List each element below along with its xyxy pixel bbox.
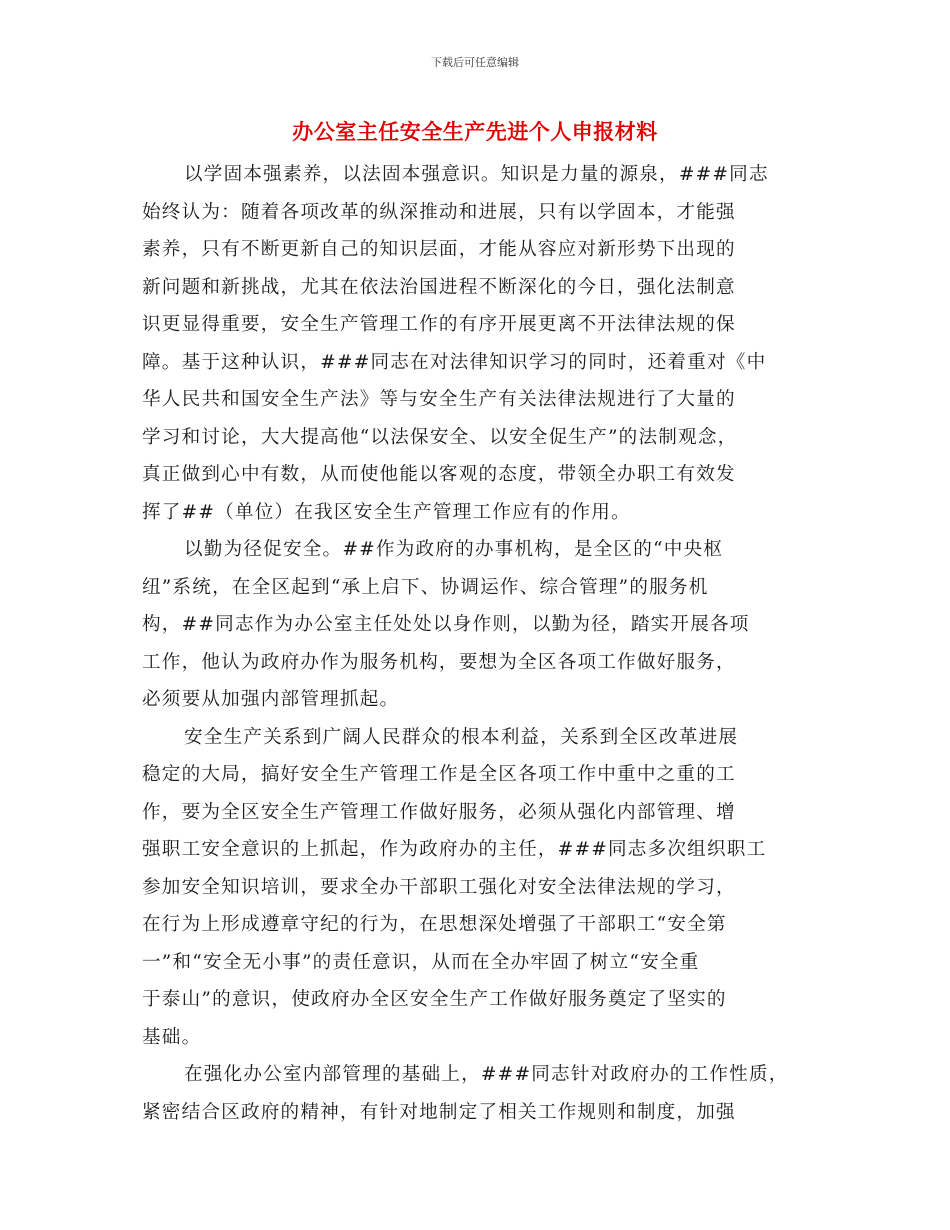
body-text-line: 基础。 xyxy=(142,1026,202,1048)
body-text-line: 素养，只有不断更新自己的知识层面，才能从容应对新形势下出现的 xyxy=(142,239,736,260)
body-text-line: 识更显得重要，安全生产管理工作的有序开展更离不开法律法规的保 xyxy=(142,314,736,335)
body-text-line: 学习和讨论，大大提高他“以法保安全、以安全促生产”的法制观念， xyxy=(142,426,738,448)
document-body xyxy=(142,156,832,1131)
body-text-line: 稳定的大局，搞好安全生产管理工作是全区各项工作中重中之重的工 xyxy=(142,764,736,785)
document-title: 办公室主任安全生产先进个人申报材料 xyxy=(292,119,658,144)
page-header-note: 下载后可任意编辑 xyxy=(431,56,519,69)
body-text-line: 在强化办公室内部管理的基础上，###同志针对政府办的工作性质， xyxy=(184,1064,789,1085)
body-text-line: 以学固本强素养，以法固本强意识。知识是力量的源泉，###同志 xyxy=(184,164,769,185)
body-text-line: 一”和“安全无小事”的责任意识，从而在全办牢固了树立“安全重 xyxy=(142,951,700,973)
body-text-line: 以勤为径促安全。##作为政府的办事机构，是全区的“中央枢 xyxy=(184,539,724,560)
body-text-line: 真正做到心中有数，从而使他能以客观的态度，带领全办职工有效发 xyxy=(142,464,736,485)
body-text-line: 障。基于这种认识，###同志在对法律知识学习的同时，还着重对《中 xyxy=(142,351,767,373)
body-text-line: 纽”系统，在全区起到“承上启下、协调运作、综合管理”的服务机 xyxy=(142,576,709,598)
body-text-line: 强职工安全意识的上抓起，作为政府办的主任，###同志多次组织职工 xyxy=(142,839,767,860)
body-text-line: 始终认为：随着各项改革的纵深推动和进展，只有以学固本，才能强 xyxy=(142,201,736,223)
body-text-line: 华人民共和国安全生产法》等与安全生产有关法律法规进行了大量的 xyxy=(142,389,736,410)
body-text-line: 构，##同志作为办公室主任处处以身作则，以勤为径，踏实开展各项 xyxy=(142,614,750,635)
body-text-line: 于泰山”的意识，使政府办全区安全生产工作做好服务奠定了坚实的 xyxy=(142,989,727,1010)
body-text-line: 紧密结合区政府的精神，有针对地制定了相关工作规则和制度，加强 xyxy=(142,1101,736,1123)
body-text-line: 作，要为全区安全生产管理工作做好服务，必须从强化内部管理、增 xyxy=(142,801,736,823)
body-text-line: 挥了##（单位）在我区安全生产管理工作应有的作用。 xyxy=(142,501,631,523)
body-text-line: 在行为上形成遵章守纪的行为，在思想深处增强了干部职工“安全第 xyxy=(142,914,727,935)
body-text-line: 新问题和新挑战，尤其在依法治国进程不断深化的今日，强化法制意 xyxy=(142,276,736,298)
body-text-line: 必须要从加强内部管理抓起。 xyxy=(142,689,400,710)
body-text-line: 工作，他认为政府办作为服务机构，要想为全区各项工作做好服务， xyxy=(142,651,736,673)
body-text-line: 安全生产关系到广阔人民群众的根本利益，关系到全区改革进展 xyxy=(184,726,739,748)
body-text-line: 参加安全知识培训，要求全办干部职工强化对安全法律法规的学习， xyxy=(142,876,736,898)
